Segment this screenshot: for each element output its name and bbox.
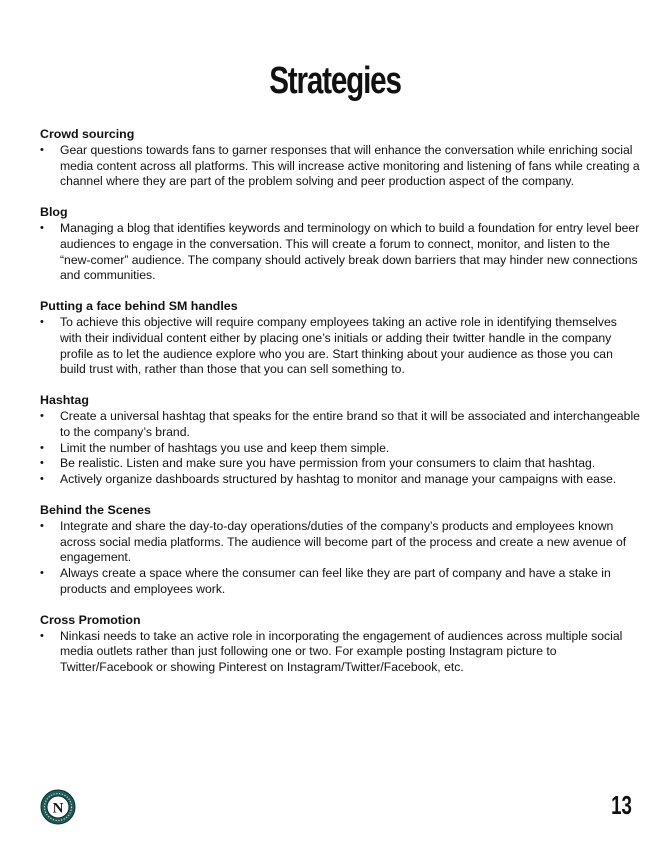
bullet-list: [40, 519, 640, 598]
bullet-list: [40, 221, 640, 284]
bullet-list: [40, 315, 640, 378]
page-title: Strategies: [269, 60, 401, 102]
ninkasi-logo-icon: [40, 789, 76, 825]
bullet-item: • Managing a blog that identifies keywords and terminology on which to build a foundation for entry level beer audiences to engage in the conversation. This will create a forum to connect, monitor, and listen to the “new-comer” audience. The company should actively break down barriers that may hinder new connections and communities.: [40, 221, 640, 284]
section-heading: Putting a face behind SM handles: [40, 299, 238, 314]
bullet-item: • Create a universal hashtag that speaks for the entire brand so that it will be associated and interchangeable to the company’s brand.: [40, 409, 640, 441]
section-cross-promotion: [40, 613, 640, 676]
section-heading: Hashtag: [40, 393, 89, 408]
bullet-item: • Gear questions towards fans to garner responses that will enhance the conversation while enriching social media content across all platforms. This will increase active monitoring and listening of fans while creating a channel where they are part of the problem solving and peer production aspect of the company.: [40, 143, 640, 190]
section-blog: [40, 205, 640, 284]
section-heading: Crowd sourcing: [40, 127, 135, 141]
section-behind-the-scenes: [40, 503, 640, 598]
strategies-content: [40, 127, 640, 691]
bullet-item: • To achieve this objective will require company employees taking an active role in identifying themselves with their individual content either by placing one’s initials or adding their twitter handle in the company profile as to let the audience explore who you are. Start thinking about your audience as those you can build trust with, rather than those that you can sell something to.: [40, 315, 640, 378]
section-face-behind-handles: [40, 299, 640, 378]
bullet-item: • Limit the number of hashtags you use and keep them simple.: [40, 441, 640, 457]
bullet-list: [40, 409, 640, 488]
section-heading: Blog: [40, 205, 68, 220]
section-hashtag: [40, 393, 640, 488]
bullet-list: [40, 143, 640, 190]
bullet-item: • Always create a space where the consumer can feel like they are part of company and have a stake in products and employees work.: [40, 566, 640, 598]
bullet-item: • Ninkasi needs to take an active role in incorporating the engagement of audiences across multiple social media outlets rather than just following one or two. For example posting Instagram picture to Twitter/Facebook or showing Pinterest on Instagram/Twitter/Facebook, etc.: [40, 629, 640, 676]
page-number: 13: [611, 790, 632, 820]
bullet-item: • Integrate and share the day-to-day operations/duties of the company’s products and employees known across social media platforms. The audience will become part of the process and create a new avenue of engagement.: [40, 519, 640, 566]
logo-letter: N: [52, 800, 64, 817]
bullet-list: [40, 629, 640, 676]
section-crowd-sourcing: [40, 127, 640, 190]
section-heading: Cross Promotion: [40, 612, 141, 627]
bullet-item: • Be realistic. Listen and make sure you have permission from your consumers to claim that hashtag.: [40, 456, 640, 472]
bullet-item: • Actively organize dashboards structured by hashtag to monitor and manage your campaigns with ease.: [40, 472, 640, 488]
section-heading: Behind the Scenes: [40, 502, 151, 517]
